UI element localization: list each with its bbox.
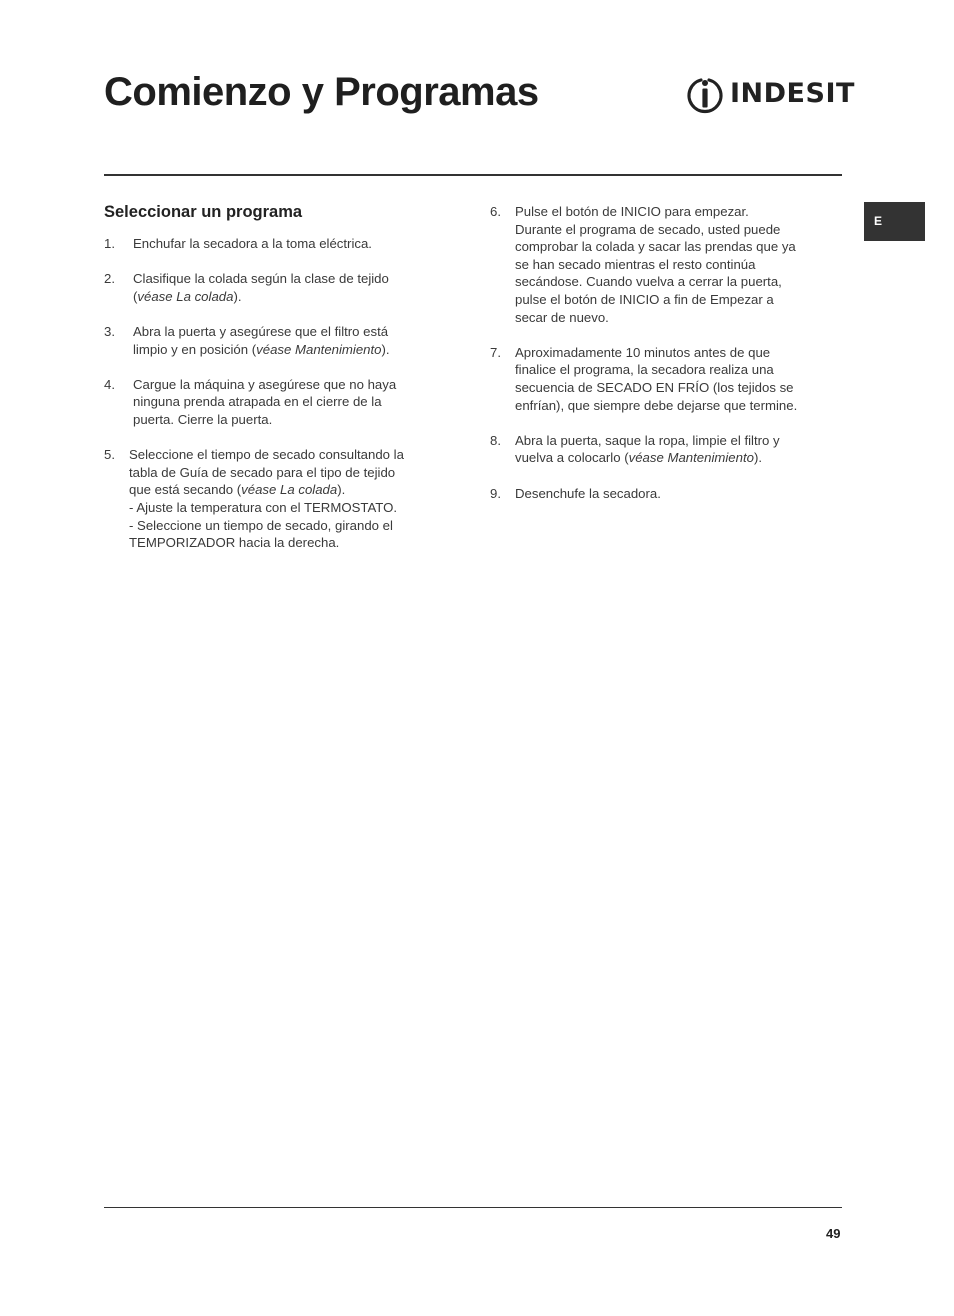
step-text: - Seleccione un tiempo de secado, girando el <box>129 517 393 533</box>
step-text: vuelva a colocarlo ( <box>515 450 629 466</box>
step-text: Cargue la máquina y asegúrese que no haya <box>133 376 397 392</box>
brand-wordmark: INDESIT <box>730 78 855 109</box>
indesit-logo <box>684 74 855 116</box>
step-text: Abra la puerta, saque la ropa, limpie el filtro y <box>515 432 780 448</box>
step-8 <box>490 432 840 467</box>
step-7 <box>490 344 840 414</box>
paren: ). <box>381 341 390 357</box>
step-text: Seleccione el tiempo de secado consultando la <box>129 447 404 463</box>
cross-reference: véase Mantenimiento <box>256 341 382 357</box>
step-number: 7. <box>490 344 501 360</box>
step-text: tabla de Guía de secado para el tipo de tejido <box>129 464 396 480</box>
cross-reference: véase La colada <box>241 482 338 498</box>
step-number: 9. <box>490 485 501 501</box>
step-text: Abra la puerta y asegúrese que el filtro está <box>133 323 389 339</box>
step-number: 6. <box>490 204 501 219</box>
step-text: puerta. Cierre la puerta. <box>133 411 273 427</box>
footer-divider <box>104 1207 842 1208</box>
step-text: Desenchufe la secadora. <box>515 485 661 501</box>
step-3 <box>104 323 444 358</box>
step-text: limpio y en posición ( <box>133 341 257 357</box>
cross-reference: véase La colada <box>137 288 234 304</box>
language-tab <box>864 202 925 241</box>
step-text: Aproximadamente 10 minutos antes de que <box>515 344 771 360</box>
indesit-i-circle-logo-icon <box>684 74 726 116</box>
paren: ). <box>233 288 242 304</box>
step-text: secar de nuevo. <box>515 309 609 325</box>
paren: ( <box>133 288 138 304</box>
step-text: secándose. Cuando vuelva a cerrar la puerta, <box>515 274 782 290</box>
step-1 <box>104 235 444 253</box>
step-text: finalice el programa, la secadora realiza una <box>515 362 774 378</box>
right-column <box>490 203 840 520</box>
step-text: enfrían), que siempre debe dejarse que termine. <box>515 397 798 413</box>
step-text: Durante el programa de secado, usted puede <box>515 221 781 237</box>
step-6 <box>490 203 840 326</box>
step-number: 1. <box>104 236 115 251</box>
paren: ). <box>753 450 763 466</box>
language-tab-label: E <box>874 214 883 228</box>
step-text: que está secando ( <box>129 482 242 498</box>
step-number: 2. <box>104 271 115 287</box>
step-text: - Ajuste la temperatura con el TERMOSTATO. <box>129 499 397 515</box>
step-text: secuencia de SECADO EN FRÍO (los tejidos se <box>515 379 794 395</box>
left-column <box>104 202 444 569</box>
step-text: ninguna prenda atrapada en el cierre de la <box>133 394 382 410</box>
step-9 <box>490 485 840 503</box>
step-4 <box>104 376 444 429</box>
step-text: Enchufar la secadora a la toma eléctrica. <box>133 236 372 251</box>
step-text: TEMPORIZADOR hacia la derecha. <box>129 535 340 551</box>
page-title: Comienzo y Programas <box>104 70 539 114</box>
page-number: 49 <box>826 1226 841 1241</box>
step-number: 4. <box>104 376 115 392</box>
step-number: 3. <box>104 323 115 339</box>
step-text: pulse el botón de INICIO a fin de Empezar a <box>515 291 774 307</box>
step-number: 5. <box>104 447 115 463</box>
step-text: Pulse el botón de INICIO para empezar. <box>515 204 749 219</box>
header-divider <box>104 174 842 176</box>
step-5 <box>104 446 444 552</box>
paren: ). <box>337 482 346 498</box>
section-heading: Seleccionar un programa <box>104 203 303 221</box>
step-number: 8. <box>490 432 501 448</box>
cross-reference: véase Mantenimiento <box>628 450 754 466</box>
step-text: Clasifique la colada según la clase de tejido <box>133 271 389 287</box>
step-2 <box>104 270 444 305</box>
step-text: comprobar la colada y sacar las prendas que ya <box>515 239 796 255</box>
step-text: se han secado mientras el resto continúa <box>515 256 756 272</box>
